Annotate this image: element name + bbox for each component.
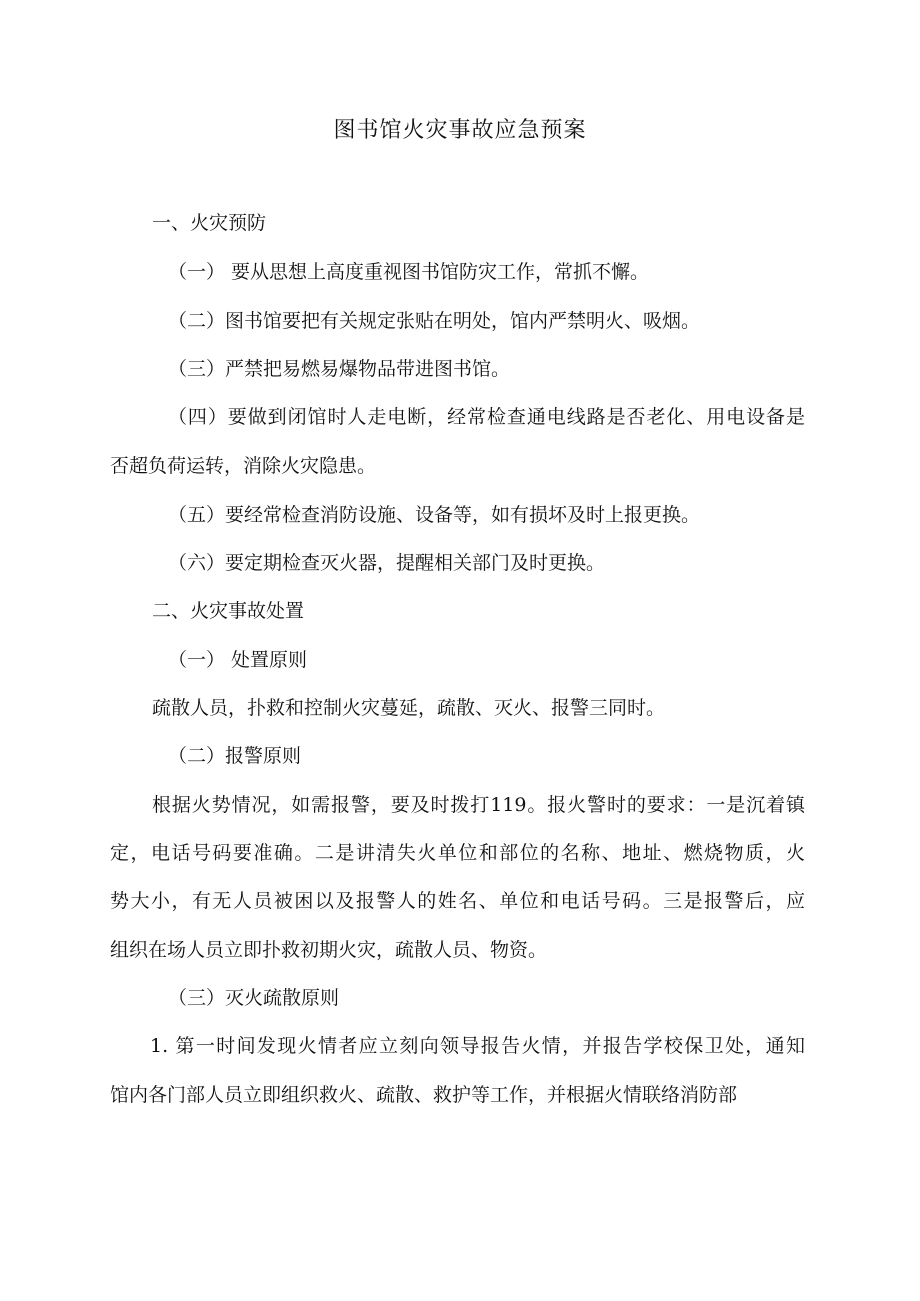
- alarm-paragraph-line-3: 势大小，有无人员被困以及报警人的姓名、单位和电话号码。三是报警后，应: [110, 890, 805, 912]
- alarm-paragraph-line-4: 组织在场人员立即扑救初期火灾，疏散人员、物资。: [110, 939, 548, 961]
- prevention-item-1: （一） 要从思想上高度重视图书馆防灾工作，常抓不懈。: [168, 261, 650, 283]
- document-title: 图书馆火灾事故应急预案: [333, 118, 587, 143]
- subheading-handling-principle: （一） 处置原则: [168, 649, 308, 671]
- alarm-paragraph-line-2: 定，电话号码要准确。二是讲清失火单位和部位的名称、地址、燃烧物质，火: [110, 842, 805, 864]
- prevention-item-4-line-2: 否超负荷运转，消除火灾隐患。: [110, 455, 377, 477]
- evacuation-item-1-line-1: 1. 第一时间发现火情者应立刻向领导报告火情，并报告学校保卫处，通知: [150, 1035, 805, 1057]
- prevention-item-3: （三）严禁把易燃易爆物品带进图书馆。: [168, 358, 511, 380]
- section-heading-fire-prevention: 一、火灾预防: [152, 212, 267, 234]
- prevention-item-4-line-1: （四）要做到闭馆时人走电断，经常检查通电线路是否老化、用电设备是: [168, 406, 805, 428]
- evacuation-item-1-line-2: 馆内各门部人员立即组织救火、疏散、救护等工作，并根据火情联络消防部: [110, 1084, 738, 1106]
- prevention-item-2: （二）图书馆要把有关规定张贴在明处，馆内严禁明火、吸烟。: [168, 310, 701, 332]
- prevention-item-6: （六）要定期检查灭火器，提醒相关部门及时更换。: [168, 552, 606, 574]
- handling-principle-text: 疏散人员，扑救和控制火灾蔓延，疏散、灭火、报警三同时。: [152, 697, 666, 719]
- alarm-paragraph-line-1: 根据火势情况，如需报警，要及时拨打119。报火警时的要求：一是沉着镇: [152, 794, 805, 816]
- subheading-alarm-principle: （二）报警原则: [168, 745, 302, 767]
- subheading-evacuation-principle: （三）灭火疏散原则: [168, 987, 340, 1009]
- section-heading-fire-handling: 二、火灾事故处置: [152, 600, 305, 622]
- prevention-item-5: （五）要经常检查消防设施、设备等，如有损坏及时上报更换。: [168, 504, 701, 526]
